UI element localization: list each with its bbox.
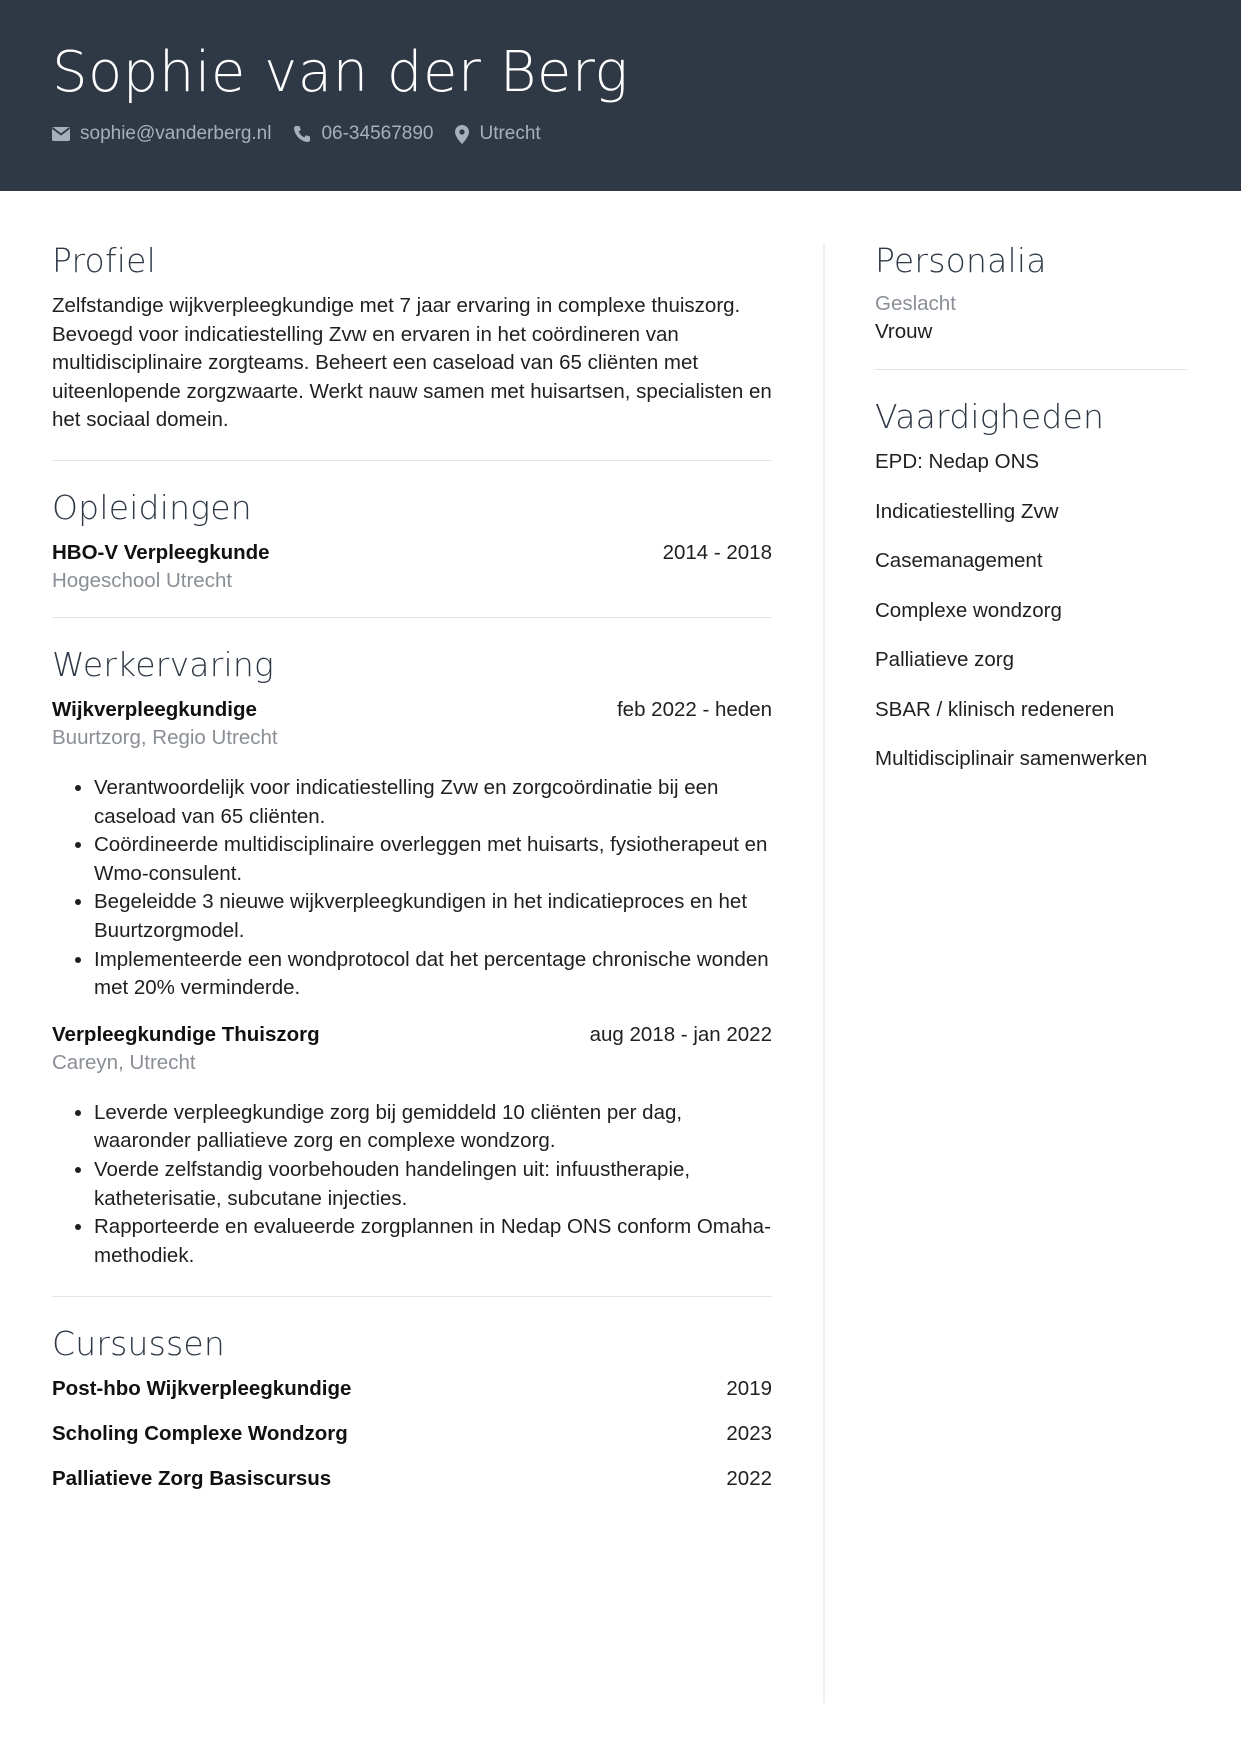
experience-section (52, 644, 772, 1270)
skills-list (875, 448, 1187, 795)
list-item: • Rapporteerde en evalueerde zorgplannen in Nedap ONS conform Omaha-methodiek. (94, 1213, 772, 1270)
main-column (52, 240, 772, 1491)
course-row (52, 1422, 772, 1446)
list-item: • Coördineerde multidisciplinaire overleggen met huisarts, fysiotherapeut en Wmo-consulent. (94, 831, 772, 888)
section-divider (52, 1296, 772, 1297)
contact-email[interactable] (52, 123, 271, 145)
list-item: • Begeleidde 3 nieuwe wijkverpleegkundigen in het indicatieproces en het Buurtzorgmodel. (94, 888, 772, 945)
experience-period: aug 2018 - jan 2022 (589, 1022, 772, 1046)
section-divider (875, 369, 1187, 370)
sidebar-column (875, 240, 1187, 795)
contact-phone[interactable] (293, 123, 433, 145)
profile-title: Profiel (52, 241, 157, 280)
location-text: Utrecht (479, 123, 541, 144)
experience-role: Verpleegkundige Thuiszorg (52, 1022, 320, 1046)
course-name: Post-hbo Wijkverpleegkundige (52, 1377, 352, 1401)
personal-section (875, 240, 1187, 344)
course-row (52, 1377, 772, 1401)
experience-period: feb 2022 - heden (616, 697, 772, 721)
skill-item: Casemanagement (875, 549, 1043, 572)
column-divider (823, 243, 825, 1703)
course-name: Scholing Complexe Wondzorg (52, 1422, 348, 1446)
skill-item: EPD: Nedap ONS (875, 450, 1040, 473)
list-item: • Voerde zelfstandig voorbehouden handelingen uit: infuustherapie, katheterisatie, subcutane injecties. (94, 1156, 772, 1213)
course-name: Palliatieve Zorg Basiscursus (52, 1467, 332, 1491)
skills-title: Vaardigheden (875, 397, 1105, 436)
experience-row (52, 698, 772, 722)
list-item: • Verantwoordelijk voor indicatiestelling Zvw en zorgcoördinatie bij een caseload van 65 cliënten. (94, 774, 772, 831)
skills-section (875, 396, 1187, 795)
gender-label: Geslacht (875, 292, 956, 315)
experience-item (52, 1023, 772, 1271)
experience-role: Wijkverpleegkundige (52, 697, 257, 721)
email-text: sophie@vanderberg.nl (80, 123, 272, 144)
education-period: 2014 - 2018 (662, 540, 772, 564)
courses-title: Cursussen (52, 1324, 226, 1364)
person-name: Sophie van der Berg (52, 40, 629, 105)
skill-item: Multidisciplinair samenwerken (875, 747, 1148, 770)
education-title: Opleidingen (52, 487, 252, 527)
profile-text: Zelfstandige wijkverpleegkundige met 7 jaar ervaring in complexe thuiszorg. Bevoegd voor indicatiestelling Zvw en ervaren in het coördineren van multidisciplinaire zorgteams. Beheert een caseload van 65 cliënten met uiteenlopende zorgzwaarte. Werkt nauw samen met huisartsen, specialisten en het sociaal domein. (52, 294, 772, 432)
experience-org: Careyn, Utrecht (52, 1050, 196, 1074)
education-school: Hogeschool Utrecht (52, 568, 233, 592)
section-divider (52, 460, 772, 461)
phone-icon (293, 125, 311, 143)
phone-text: 06-34567890 (321, 123, 434, 144)
skill-item: Palliatieve zorg (875, 648, 1015, 671)
profile-section (52, 240, 772, 435)
skill-item: Indicatiestelling Zvw (875, 499, 1059, 523)
personal-title: Personalia (875, 241, 1047, 280)
education-item (52, 541, 772, 593)
courses-section (52, 1323, 772, 1491)
map-pin-icon (455, 125, 469, 144)
course-year: 2022 (726, 1467, 772, 1491)
contact-bar (52, 121, 541, 147)
education-section (52, 487, 772, 593)
skill-item: Complexe wondzorg (875, 598, 1062, 622)
education-row (52, 541, 772, 565)
course-year: 2023 (726, 1422, 772, 1446)
experience-org: Buurtzorg, Regio Utrecht (52, 725, 278, 749)
header-banner (0, 0, 1241, 191)
contact-location (455, 123, 540, 145)
experience-item (52, 698, 772, 1003)
experience-bullets (52, 774, 772, 1003)
list-item: • Implementeerde een wondprotocol dat het percentage chronische wonden met 20% verminderde. (94, 946, 772, 1003)
course-row (52, 1467, 772, 1491)
skill-item: SBAR / klinisch redeneren (875, 697, 1115, 721)
experience-row (52, 1023, 772, 1047)
section-divider (52, 617, 772, 618)
gender-value: Vrouw (875, 320, 933, 343)
envelope-icon (52, 127, 70, 141)
experience-bullets (52, 1099, 772, 1271)
experience-title: Werkervaring (52, 644, 274, 684)
list-item: • Leverde verpleegkundige zorg bij gemiddeld 10 cliënten per dag, waaronder palliatieve zorg en complexe wondzorg. (94, 1099, 772, 1156)
education-degree: HBO-V Verpleegkunde (52, 540, 270, 564)
course-year: 2019 (726, 1377, 772, 1401)
